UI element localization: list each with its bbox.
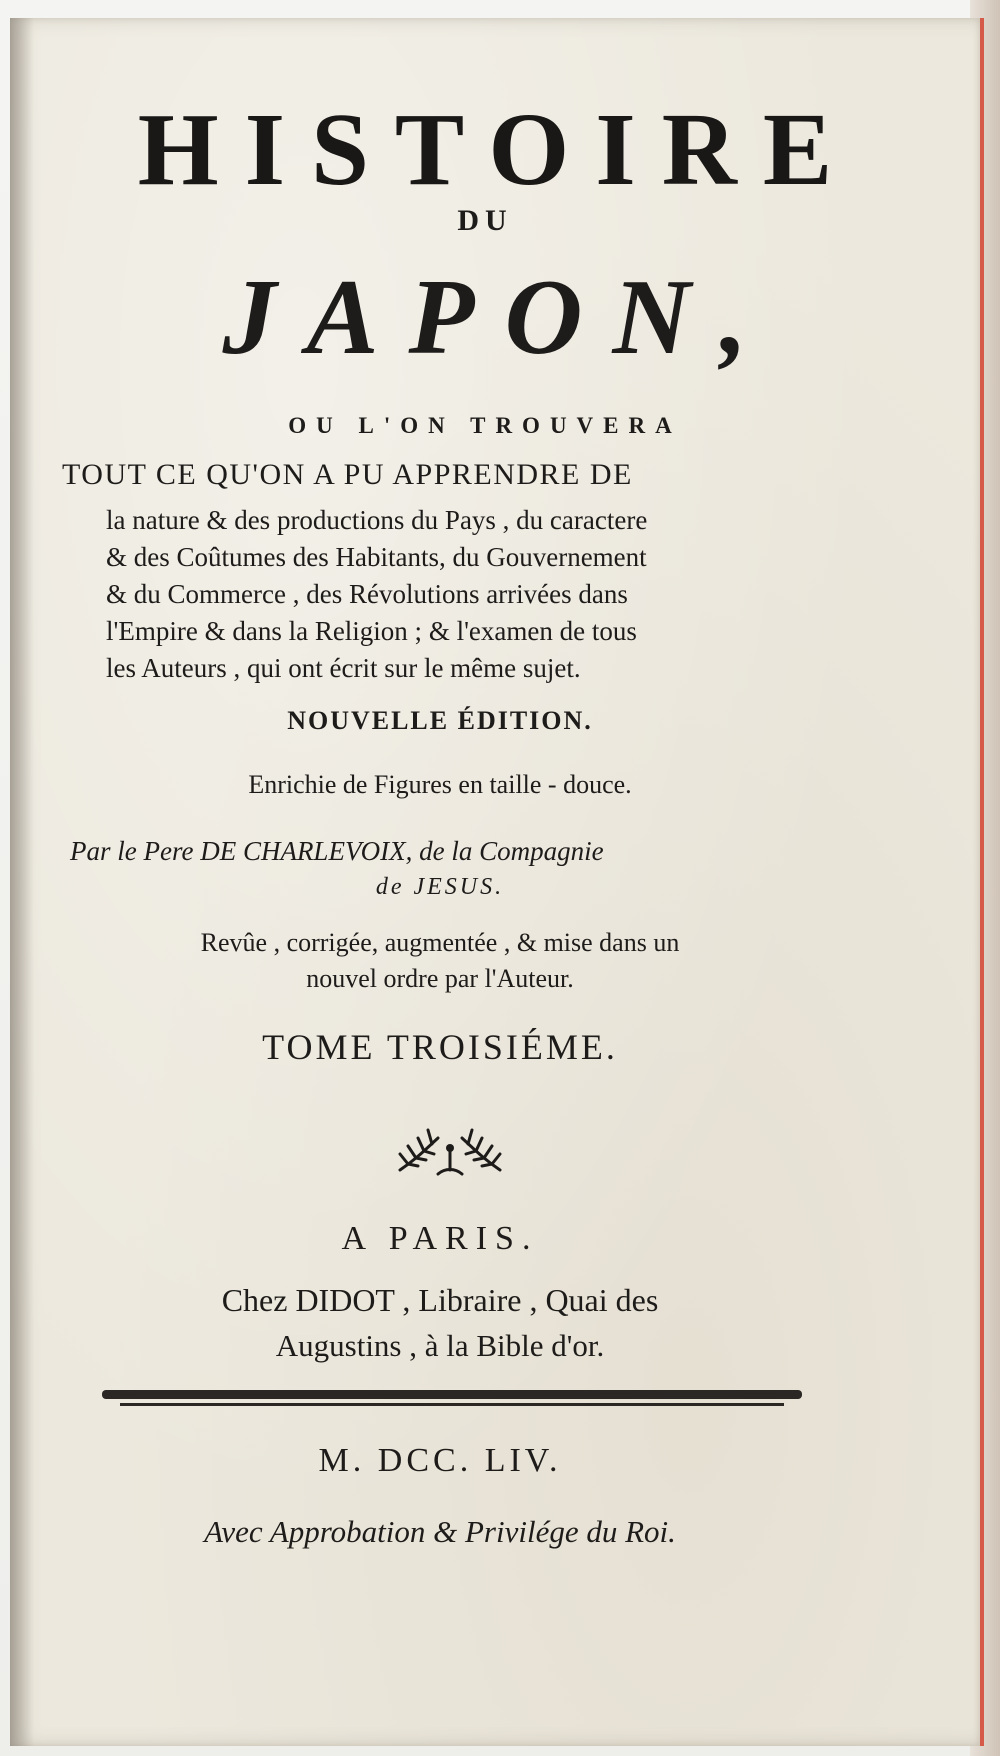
author-line: de JESUS. [375,874,505,900]
title-page [10,18,984,1746]
publication-year: M. DCC. LIV. [318,1442,562,1479]
title-connector: DU [457,204,513,237]
book-title: HISTOIRE [137,92,859,207]
description-line: TOUT CE QU'ON A PU APPRENDRE DE [62,458,633,491]
volume-label: TOME TROISIÉME. [262,1027,618,1067]
publisher-line: Augustins , à la Bible d'or. [275,1328,605,1363]
printers-ornament-icon [390,1120,510,1182]
description-line: l'Empire & dans la Religion ; & l'examen de tous [106,616,637,646]
edition-label: NOUVELLE ÉDITION. [287,706,593,735]
description-line: & du Commerce , des Révolutions arrivées dans [106,579,628,609]
enrichment-line: Enrichie de Figures en taille - douce. [248,770,632,799]
place-of-publication: A PARIS. [341,1220,539,1257]
book-subject: JAPON, [222,258,778,377]
revision-line: nouvel ordre par l'Auteur. [306,964,574,993]
publisher-line: Chez DIDOT , Libraire , Quai des [221,1282,659,1318]
description-line: la nature & des productions du Pays , du caractere [106,505,648,535]
revision-line: Revûe , corrigée, augmentée , & mise dans un [200,928,680,957]
author-line: Par le Pere DE CHARLEVOIX, de la Compagnie [70,836,604,866]
description-line: les Auteurs , qui ont écrit sur le même sujet. [106,653,581,683]
intro-line: OU L'ON TROUVERA [288,413,682,438]
royal-privilege-line: Avec Approbation & Privilége du Roi. [204,1514,676,1549]
description-line: & des Coûtumes des Habitants, du Gouvernement [106,542,647,572]
double-rule-divider [102,1388,802,1410]
